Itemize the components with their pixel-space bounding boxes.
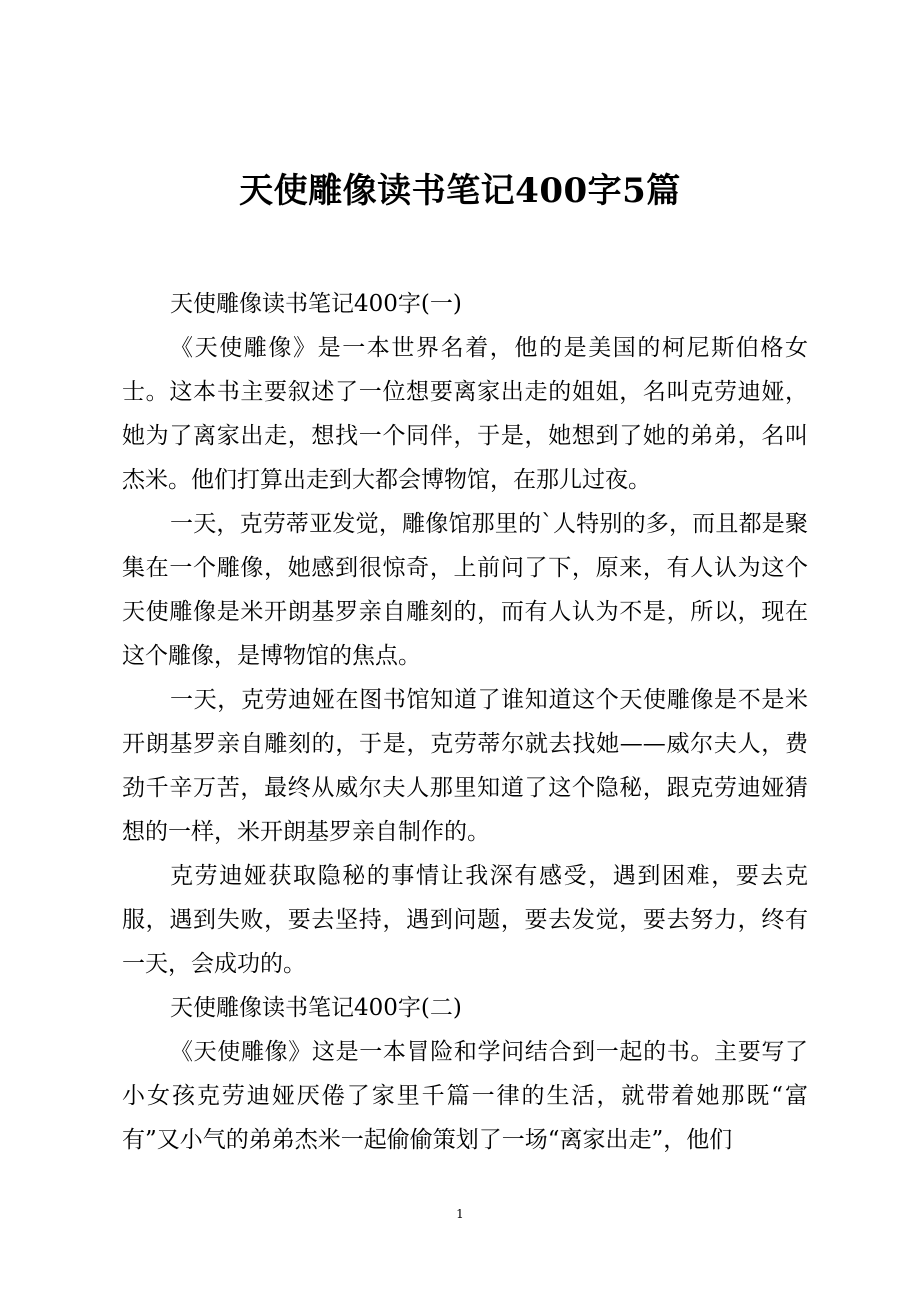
paragraph: 《天使雕像》是一本世界名着，他的是美国的柯尼斯伯格女士。这本书主要叙述了一位想要离家出走的姐姐，名叫克劳迪娅，她为了离家出走，想找一个同伴，于是，她想到了她的弟弟，名叫杰米。他们打算出走到大都会博物馆，在那儿过夜。	[122, 335, 808, 493]
paragraph: 一天，克劳迪娅在图书馆知道了谁知道这个天使雕像是不是米开朗基罗亲自雕刻的，于是，克劳蒂尔就去找她——威尔夫人，费劲千辛万苦，最终从威尔夫人那里知道了这个隐秘，跟克劳迪娅猜想的一样，米开朗基罗亲自制作的。	[122, 687, 808, 845]
paragraph: 《天使雕像》这是一本冒险和学问结合到一起的书。主要写了小女孩克劳迪娅厌倦了家里千篇一律的生活，就带着她那既“富有”又小气的弟弟杰米一起偷偷策划了一场“离家出走”，他们	[122, 1039, 808, 1153]
document-body	[122, 282, 808, 1162]
document-title: 天使雕像读书笔记400字5篇	[239, 171, 681, 211]
section-heading: 天使雕像读书笔记400字(一)	[170, 291, 462, 317]
section-heading: 天使雕像读书笔记400字(二)	[170, 995, 462, 1021]
paragraph: 克劳迪娅获取隐秘的事情让我深有感受，遇到困难，要去克服，遇到失败，要去坚持，遇到问题，要去发觉，要去努力，终有一天，会成功的。	[122, 863, 808, 977]
paragraph: 一天，克劳蒂亚发觉，雕像馆那里的`人特别的多，而且都是聚集在一个雕像，她感到很惊奇，上前问了下，原来，有人认为这个天使雕像是米开朗基罗亲自雕刻的，而有人认为不是，所以，现在这个雕像，是博物馆的焦点。	[122, 511, 808, 669]
page-number: 1	[456, 1207, 464, 1221]
